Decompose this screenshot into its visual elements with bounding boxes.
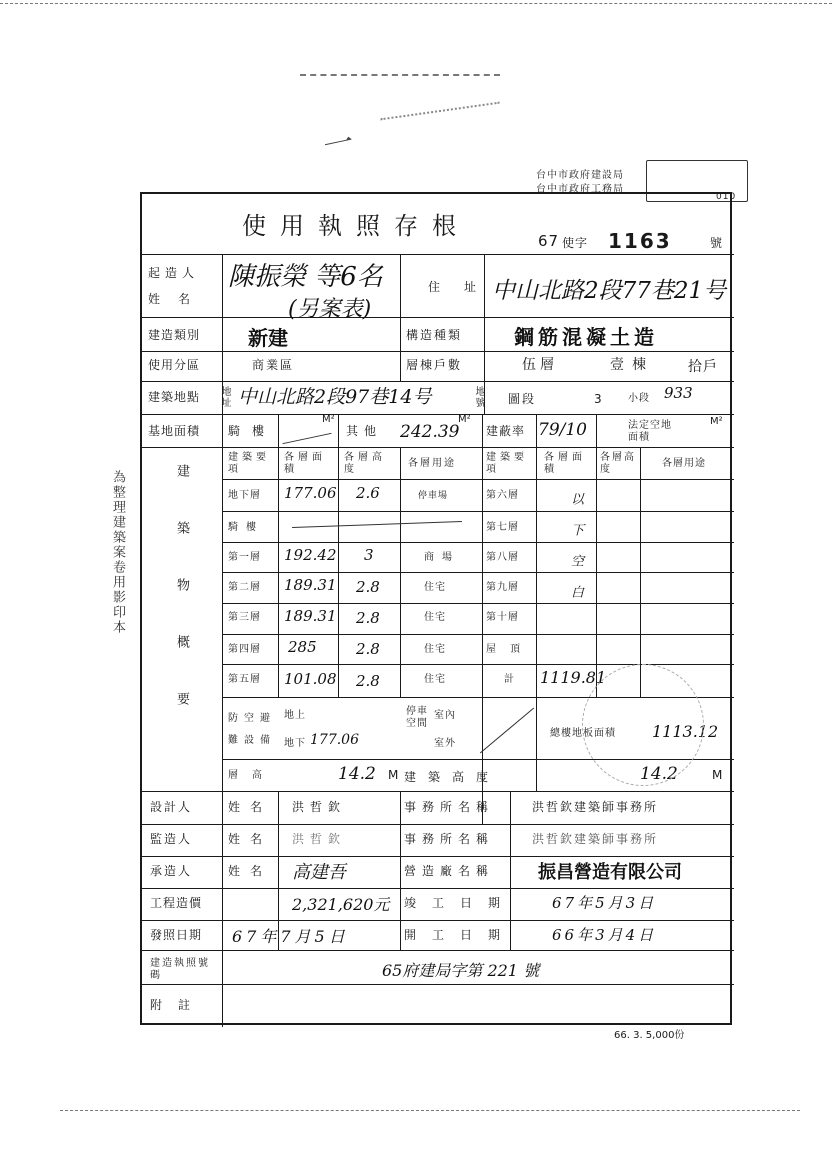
applicant-label-2: 姓名 [148,292,209,306]
designer-name: 洪哲欽 [292,800,347,814]
height-3: 2.8 [356,609,380,627]
use-5: 住宅 [424,674,446,685]
land-no: 3 [594,392,607,406]
address-value: 中山北路2段77巷21号 [492,278,727,304]
site-label: 建築地點 [148,390,201,404]
shelter-label: 防空避難設備 [228,713,276,746]
area-label: 基地面積 [148,424,201,438]
floor-8: 第八層 [486,552,519,563]
complete-label: 竣工日期 [404,896,517,910]
area-1: 192.42 [284,546,337,564]
other-value: 242.39 [400,422,460,442]
col-height-header-r: 各層高度 [600,452,636,475]
complete-date: 67年5月3日 [552,894,657,912]
permit-prefix: 67 [538,232,560,250]
arcade-label: 騎樓 [228,424,277,438]
margin-note: 為整理建築案卷用影印本 [110,470,125,635]
coverage-label: 建蔽率 [486,424,526,438]
bldg-height-value: 14.2 [640,764,678,784]
remarks-label: 附註 [150,998,207,1012]
legal-label: 法定空地面積 [628,420,672,443]
address-label-2: 址 [464,280,482,294]
other-label: 其他 [346,424,383,438]
area-3: 189.31 [284,607,337,625]
structure-label: 構造種類 [406,328,463,342]
applicant-label-1: 起造人 [148,266,200,280]
supervisor-name-label: 姓名 [228,832,273,846]
site-location: 中山北路2段97巷14号 [238,386,432,408]
contractor-name: 高建吾 [292,862,346,883]
permit-ref-value: 65府建局字第 221 號 [382,961,540,980]
zone-label: 使用分區 [148,358,201,372]
bldg-height-label: 建築高度 [404,770,501,784]
arcade-unit: M² [322,414,335,425]
col-height-header: 各層高度 [344,452,386,475]
structure-value: 鋼筋混凝土造 [514,325,658,349]
designer-label: 設計人 [150,800,193,814]
height-1: 3 [364,546,374,564]
scan-noise-bottom [60,1110,800,1111]
buildings-value: 壹棟 [610,357,654,373]
height-value: 14.2 [338,764,376,784]
area-5: 101.08 [284,670,337,688]
contractor-label: 承造人 [150,864,193,878]
overview-side-label: 建築物概要 [174,464,189,749]
col-area-header-r: 各層面積 [544,452,586,475]
floor-5: 第五層 [228,674,261,685]
land-label: 地號 [473,386,484,408]
floor-9: 第九層 [486,582,519,593]
height-2: 2.8 [356,578,380,596]
households-value: 拾戶 [688,359,718,375]
contractor-name-label: 姓名 [228,864,273,878]
shelter-below-value: 177.06 [310,732,359,748]
parking-slash [480,708,534,754]
land-section: 圖段 [508,392,537,406]
use-4: 住宅 [424,644,446,655]
contractor-company-label: 營造廠名稱 [404,864,495,878]
vacant-note: 以下空白 [568,492,583,616]
cost-value: 2,321,620元 [292,895,390,914]
use-3: 住宅 [424,612,446,623]
faint-seal [582,664,704,786]
height-basement: 2.6 [356,484,380,502]
floor-4: 第四層 [228,644,261,655]
height-label: 層高 [228,770,276,781]
start-date: 66年3月4日 [552,926,657,944]
parking-indoor: 室內 [434,710,456,721]
parking-label: 停車空間 [406,706,428,729]
supervisor-office: 洪哲欽建築師事務所 [532,832,659,846]
floor-total: 計 [504,674,515,685]
scribble-mark-2 [380,102,499,121]
contractor-company: 振昌營造有限公司 [538,862,682,883]
category-label: 建造類別 [148,328,201,342]
applicant-name: 陳振榮 等6名 [228,262,383,292]
arcade-row-slash [292,521,462,528]
category-value: 新建 [248,326,288,350]
height-5: 2.8 [356,672,380,690]
archive-number: 010 [716,192,737,202]
issue-date: 67年7月5日 [232,927,349,946]
cost-label: 工程造價 [150,896,203,910]
col-floor-header: 建築要項 [228,452,270,475]
supervisor-office-label: 事務所名稱 [404,832,495,846]
use-basement: 停車場 [418,491,449,501]
designer-office-label: 事務所名稱 [404,800,495,814]
issue-label: 發照日期 [150,928,203,942]
archive-stamp-1: 台中市政府建設局 [536,170,624,181]
floor-roof: 屋頂 [486,644,534,655]
col-use-header: 各層用途 [408,458,456,469]
floor-3: 第三層 [228,612,261,623]
permit-number: 1163 [608,229,672,253]
zone-value: 商業區 [252,358,295,372]
floors-value: 伍層 [522,357,558,373]
lot-no: 933 [664,384,693,402]
permit-form [140,192,732,1025]
height-4: 2.8 [356,640,380,658]
area-2: 189.31 [284,576,337,594]
floor-area-label: 總樓地板面積 [550,728,616,739]
shelter-below: 地下 [284,738,306,749]
floor-1: 第一層 [228,552,261,563]
permit-label: 使字 [562,236,589,250]
bldg-height-unit: M [712,768,723,782]
site-road-label: 地址 [219,386,230,408]
start-label: 開工日期 [404,928,517,942]
use-1: 商場 [424,552,460,563]
use-2: 住宅 [424,582,446,593]
scan-noise-top [0,3,832,4]
other-unit: M² [458,414,471,425]
floor-7: 第七層 [486,522,519,533]
shelter-above: 地上 [284,710,306,721]
applicant-note: (另案表) [288,297,372,322]
area-4: 285 [288,638,317,656]
supervisor-name: 洪哲欽 [292,832,347,846]
floor-basement: 地下層 [228,490,261,501]
designer-name-label: 姓名 [228,800,273,814]
designer-office: 洪哲欽建築師事務所 [532,800,659,814]
legal-unit: M² [710,416,723,427]
floor-area-value: 1113.12 [652,722,719,741]
coverage-value: 79/10 [538,420,587,440]
floor-arcade: 騎樓 [228,522,264,533]
area-basement: 177.06 [284,484,337,502]
archive-stamp-2: 台中市政府工務局 [536,184,624,195]
parking-outdoor: 室外 [434,738,456,749]
subsection: 小段 [628,393,650,404]
area-total: 1119.81 [540,668,607,687]
supervisor-label: 監造人 [150,832,193,846]
scribble-mark [300,74,500,76]
page-title: 使用執照存根 [242,212,470,240]
floor-10: 第十層 [486,612,519,623]
col-use-header-r: 各層用途 [662,458,706,469]
floor-2: 第二層 [228,582,261,593]
permit-suffix: 號 [710,236,728,250]
address-label-1: 住 [428,280,446,294]
col-floor-header-r: 建築要項 [486,452,528,475]
scribble-top: 一 [317,125,355,166]
permit-ref-label: 建造執照號碼 [150,958,210,981]
col-area-header: 各層面積 [284,452,326,475]
units-label: 層棟戶數 [406,358,463,372]
arcade-slash [282,433,331,444]
floor-6: 第六層 [486,490,519,501]
height-unit: M [388,768,399,782]
print-note: 66. 3. 5,000份 [614,1030,685,1041]
